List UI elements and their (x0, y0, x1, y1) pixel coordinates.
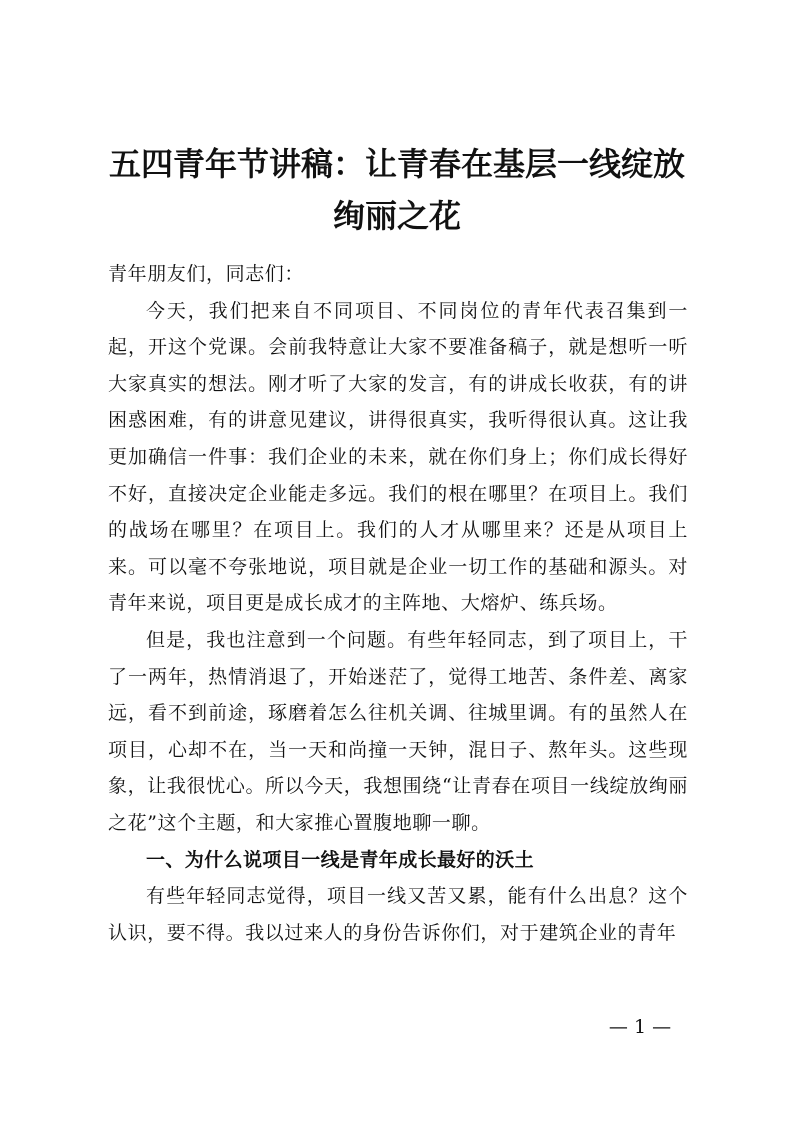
document-title: 五四青年节讲稿：让青春在基层一线绽放绚丽之花 (108, 145, 685, 235)
section-heading: 一、为什么说项目一线是青年成长最好的沃土 (146, 848, 535, 871)
paragraph-intro: 今天，我们把来自不同项目、不同岗位的青年代表召集到一起，开这个党课。会前我特意让大家不要准备稿子，就是想听一听大家真实的想法。刚才听了大家的发言，有的讲成长收获，有的讲困惑困难，有的讲意见建议，讲得很真实，我听得很认真。这让我更加确信一件事：我们企业的未来，就在你们身上；你们成长得好不好，直接决定企业能走多远。我们的根在哪里？在项目上。我们的战场在哪里？在项目上。我们的人才从哪里来？还是从项目上来。可以毫不夸张地说，项目就是企业一切工作的基础和源头。对青年来说，项目更是成长成才的主阵地、大熔炉、练兵场。 (108, 299, 688, 615)
document-body (108, 256, 688, 951)
paragraph-section-one: 有些年轻同志觉得，项目一线又苦又累，能有什么出息？这个认识，要不得。我以过来人的身份告诉你们，对于建筑企业的青年 (108, 885, 688, 944)
paragraph-concern: 但是，我也注意到一个问题。有些年轻同志，到了项目上，干了一两年，热情消退了，开始迷茫了，觉得工地苦、条件差、离家远，看不到前途，琢磨着怎么往机关调、往城里调。有的虽然人在项目，心却不在，当一天和尚撞一天钟，混日子、熬年头。这些现象，让我很忧心。所以今天，我想围绕“让青春在项目一线绽放绚丽之花”这个主题，和大家推心置腹地聊一聊。 (108, 628, 688, 834)
page-number: — 1 — (608, 1016, 672, 1038)
salutation: 青年朋友们，同志们： (108, 263, 305, 285)
